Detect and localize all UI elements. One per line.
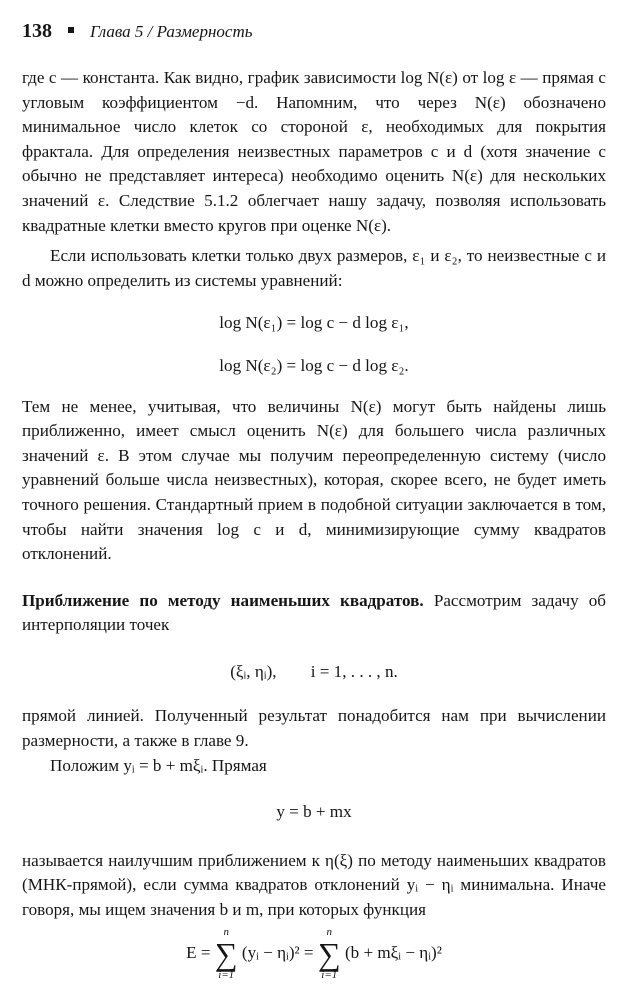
formula-E — [22, 927, 606, 981]
sum-2-lower: i=1 — [321, 968, 338, 981]
paragraph-4 — [22, 589, 606, 638]
paragraph-7: называется наилучшим приближением к η(ξ) по методу наименьших квадратов (МНК-прямой), если сумма квадратов отклонений yᵢ − ηᵢ минимальна. Иначе говоря, мы ищем значения b и m, при которых функция — [22, 850, 606, 920]
page-number: 138 — [22, 20, 52, 42]
section-title: Приближение по методу наименьших квадратов. — [22, 590, 424, 610]
equation-system — [22, 311, 606, 378]
sum-2 — [318, 927, 341, 981]
sum-2-upper: n — [326, 925, 333, 938]
running-title: Глава 5 / Размерность — [90, 22, 253, 41]
paragraph-5: прямой линией. Полученный результат понадобится нам при вычислении размерности, а также в главе 9. — [22, 706, 606, 751]
formula-lhs: E = — [186, 942, 211, 962]
equation-line-1: log N(ε₁) = log c − d log ε₁, — [219, 313, 409, 333]
page-body — [22, 66, 606, 993]
paragraph-2: Если использовать клетки только двух размеров, ε₁ и ε₂, то неизвестные c и d можно определить из системы уравнений: — [22, 246, 606, 290]
sum-1 — [215, 927, 238, 981]
paragraph-4-text: Рассмотрим задачу об интерполяции точек — [22, 590, 607, 635]
bullet-icon — [68, 27, 74, 33]
paragraph-3: Тем не менее, учитывая, что величины N(ε) могут быть найдены лишь приближенно, имеет смысл оценить N(ε) для большего числа различных значений ε. В этом случае мы получим переопределенную систему (число уравнений больше числа неизвестных), которая, скорее всего, не будет иметь точного решения. Стандартный прием в подобной ситуации заключается в том, чтобы найти значения log c и d, минимизирующие сумму квадратов отклонений. — [22, 396, 606, 564]
equation-line: y = b + mx — [276, 802, 352, 822]
paragraph-6: Положим yᵢ = b + mξᵢ. Прямая — [50, 755, 267, 775]
equation-points: (ξᵢ, ηᵢ), i = 1, . . . , n. — [230, 661, 398, 681]
sum-1-symbol: ∑ — [214, 935, 238, 972]
formula-term-1: (yᵢ − ηᵢ)² = — [241, 942, 314, 962]
paragraph-1: где c — константа. Как видно, график зависимости log N(ε) от log ε — прямая с угловым коэффициентом −d. Напомним, что через N(ε) обозначено минимальное число клеток со стороной ε, необходимых для покрытия фрактала. Для определения неизвестных параметров c и d (хотя значение c обычно не представляет интереса) необходимо оценить N(ε) для нескольких значений ε. Следствие 5.1.2 облегчает нашу задачу, позволяя использовать квадратные клетки вместо кругов при оценке N(ε). — [22, 68, 606, 235]
formula-term-2: (b + mξᵢ − ηᵢ)² — [344, 942, 442, 962]
sum-2-symbol: ∑ — [317, 935, 341, 972]
sum-1-lower: i=1 — [218, 968, 235, 981]
equation-line-2: log N(ε₂) = log c − d log ε₂. — [219, 355, 409, 375]
page-header — [22, 20, 252, 43]
sum-1-upper: n — [223, 925, 229, 938]
